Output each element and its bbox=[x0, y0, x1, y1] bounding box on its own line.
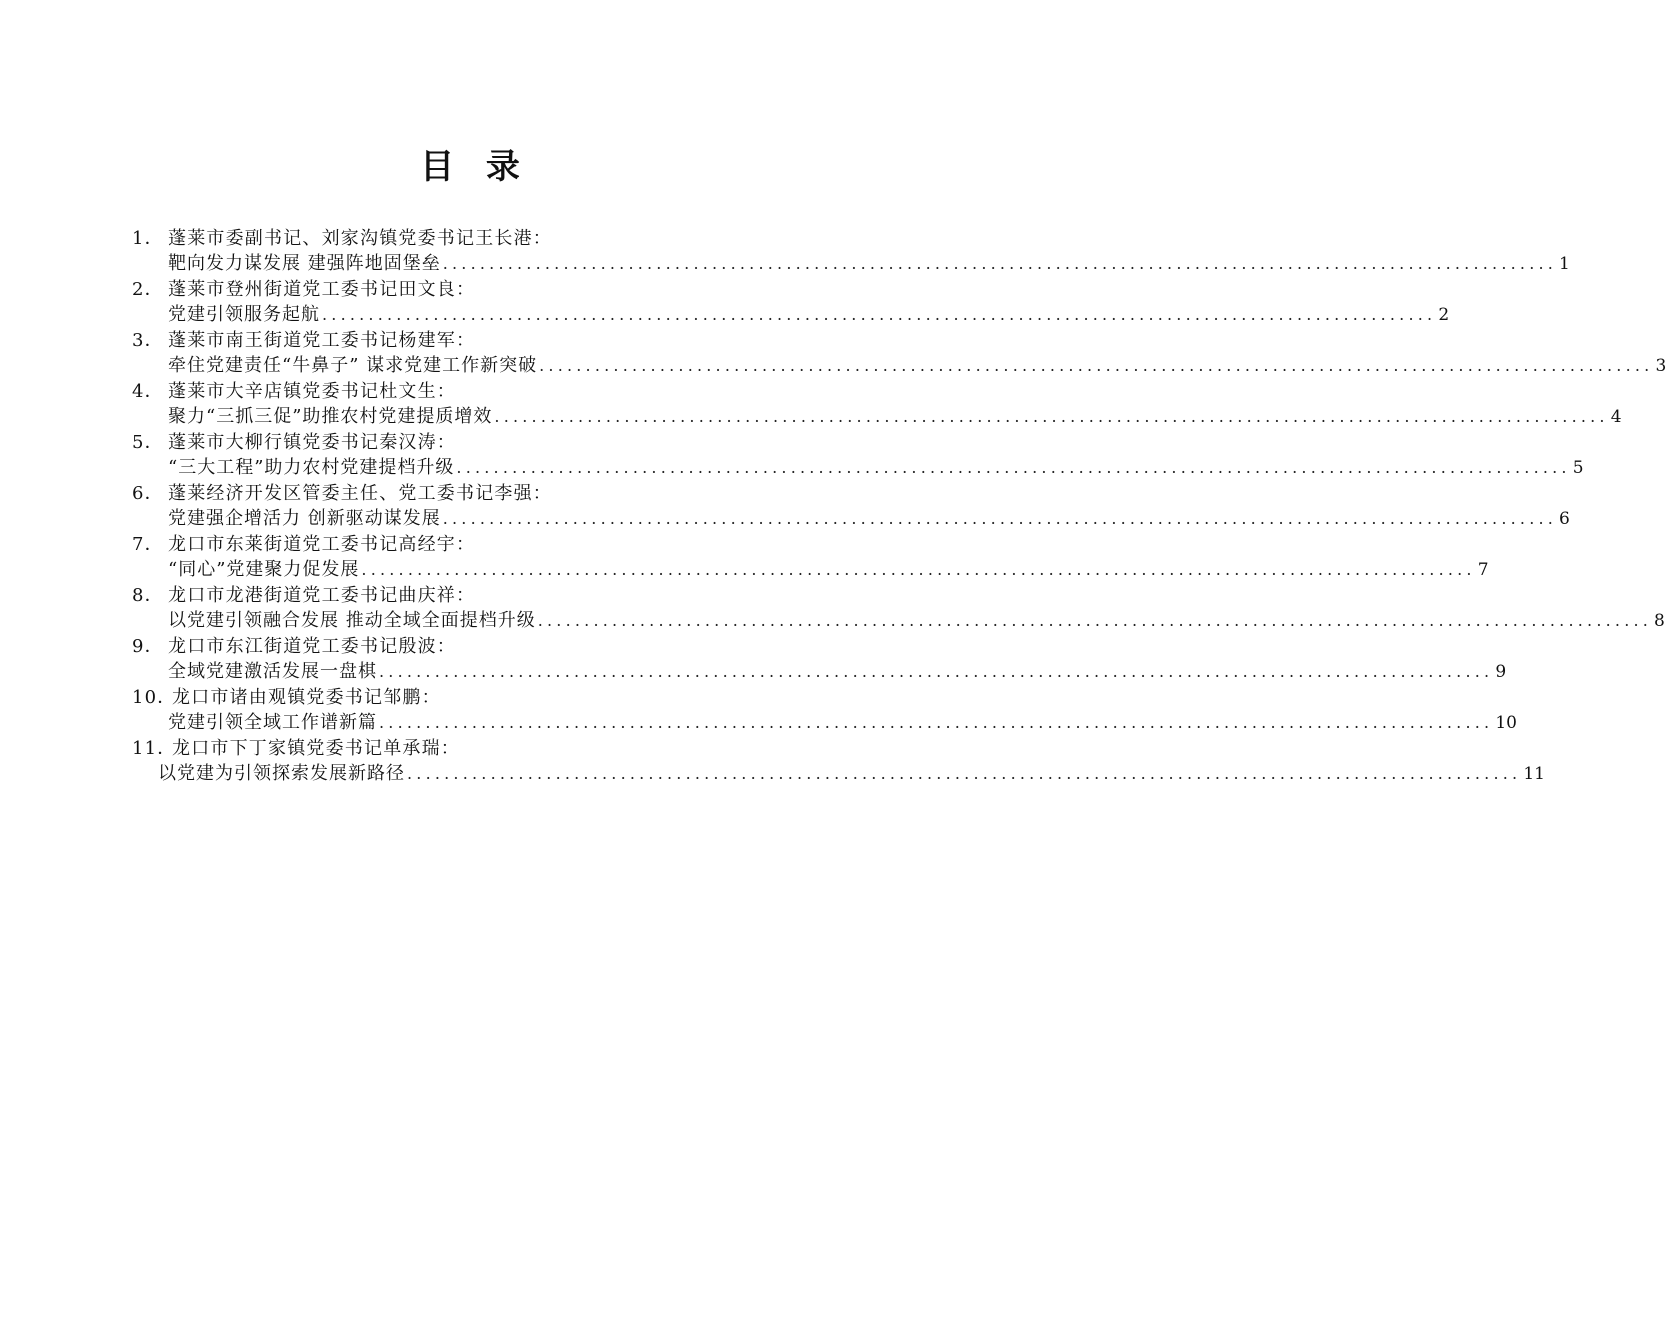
toc-entry-heading bbox=[132, 277, 902, 302]
toc-page-number: 11 bbox=[1523, 764, 1545, 784]
toc-page-number: 2 bbox=[1438, 305, 1450, 325]
toc-entry[interactable] bbox=[132, 481, 1570, 532]
toc-entry-subtitle-line bbox=[132, 302, 1450, 328]
toc-entry-number: 11． bbox=[132, 738, 177, 759]
toc-list bbox=[132, 226, 1666, 787]
toc-entry-number: 1． bbox=[132, 228, 164, 249]
toc-entry-subtitle: 以党建引领融合发展 推动全域全面提档升级 bbox=[168, 610, 536, 631]
toc-entry-number: 6． bbox=[132, 483, 164, 504]
toc-entry-number: 7． bbox=[132, 534, 164, 555]
toc-entry-subtitle-line bbox=[132, 404, 1622, 430]
toc-entry-subtitle-line bbox=[132, 557, 1489, 583]
toc-entry[interactable] bbox=[132, 685, 1517, 736]
toc-page-number: 5 bbox=[1572, 458, 1584, 478]
toc-entry-heading-text: 蓬莱市大辛店镇党委书记杜文生： bbox=[168, 381, 456, 402]
toc-page-number: 7 bbox=[1477, 560, 1489, 580]
toc-page-number: 9 bbox=[1495, 662, 1507, 682]
toc-entry[interactable] bbox=[132, 583, 1665, 634]
toc-entry-heading bbox=[132, 379, 902, 404]
toc-entry-heading-text: 蓬莱市大柳行镇党委书记秦汉涛： bbox=[168, 432, 456, 453]
toc-entry-heading bbox=[132, 634, 902, 659]
toc-page-number: 4 bbox=[1610, 407, 1622, 427]
toc-entry-subtitle: “同心”党建聚力促发展 bbox=[168, 559, 360, 580]
toc-entry-heading-text: 龙口市东江街道党工委书记殷波： bbox=[168, 636, 456, 657]
toc-entry-subtitle: 全域党建激活发展一盘棋 bbox=[168, 661, 377, 682]
toc-entry-heading bbox=[132, 430, 902, 455]
toc-entry-number: 5． bbox=[132, 432, 164, 453]
toc-entry-subtitle: 党建强企增活力 创新驱动谋发展 bbox=[168, 508, 441, 529]
toc-page-number: 10 bbox=[1495, 713, 1517, 733]
toc-page-number: 8 bbox=[1654, 611, 1665, 631]
toc-dot-leader: ........................................................................................................................ bbox=[379, 713, 1494, 732]
toc-entry-heading-text: 蓬莱经济开发区管委主任、党工委书记李强： bbox=[168, 483, 552, 504]
toc-dot-leader: ........................................................................................................................ bbox=[379, 662, 1494, 681]
toc-entry-subtitle-line bbox=[132, 710, 1517, 736]
toc-entry[interactable] bbox=[132, 634, 1507, 685]
toc-entry-number: 9． bbox=[132, 636, 164, 657]
toc-dot-leader: ........................................................................................................................ bbox=[539, 356, 1654, 375]
toc-entry-subtitle: 党建引领全域工作谱新篇 bbox=[168, 712, 377, 733]
toc-entry-subtitle: 靶向发力谋发展 建强阵地固堡垒 bbox=[168, 253, 441, 274]
toc-entry-number: 4． bbox=[132, 381, 164, 402]
toc-entry-subtitle-line bbox=[132, 761, 1545, 787]
toc-dot-leader: ........................................................................................................................ bbox=[361, 560, 1476, 579]
toc-entry-subtitle: “三大工程”助力农村党建提档升级 bbox=[168, 457, 455, 478]
toc-entry-subtitle: 牵住党建责任“牛鼻子” 谋求党建工作新突破 bbox=[168, 355, 538, 376]
toc-entry-subtitle-line bbox=[132, 608, 1665, 634]
toc-entry-heading-text: 龙口市东莱街道党工委书记高经宇： bbox=[168, 534, 476, 555]
toc-entry-heading-text: 蓬莱市委副书记、刘家沟镇党委书记王长港： bbox=[168, 228, 552, 249]
toc-dot-leader: ........................................................................................................................ bbox=[442, 509, 1558, 528]
toc-page-number: 6 bbox=[1559, 509, 1570, 529]
toc-page-number: 1 bbox=[1559, 254, 1570, 274]
toc-entry-number: 8． bbox=[132, 585, 164, 606]
toc-dot-leader: ........................................................................................................................ bbox=[537, 611, 1653, 630]
toc-entry-heading-text: 龙口市下丁家镇党委书记单承瑞： bbox=[172, 738, 460, 759]
toc-dot-leader: ........................................................................................................................ bbox=[494, 407, 1609, 426]
toc-entry-subtitle-line bbox=[132, 506, 1570, 532]
toc-entry-subtitle: 聚力“三抓三促”助推农村党建提质增效 bbox=[168, 406, 493, 427]
toc-entry-heading bbox=[132, 481, 902, 506]
toc-entry[interactable] bbox=[132, 328, 1666, 379]
toc-entry-subtitle-line bbox=[132, 659, 1507, 685]
toc-dot-leader: ........................................................................................................................ bbox=[456, 458, 1571, 477]
toc-entry[interactable] bbox=[132, 226, 1570, 277]
toc-page-number: 3 bbox=[1655, 356, 1666, 376]
toc-entry-heading bbox=[132, 532, 902, 557]
toc-entry[interactable] bbox=[132, 277, 1450, 328]
toc-entry-heading-text: 蓬莱市南王街道党工委书记杨建军： bbox=[168, 330, 476, 351]
toc-entry-heading bbox=[132, 583, 902, 608]
toc-entry[interactable] bbox=[132, 736, 1545, 787]
toc-entry-heading bbox=[132, 685, 902, 710]
toc-entry-subtitle: 以党建为引领探索发展新路径 bbox=[158, 763, 405, 784]
toc-entry-number: 3． bbox=[132, 330, 164, 351]
toc-entry-number: 2． bbox=[132, 279, 164, 300]
toc-entry-heading bbox=[132, 736, 902, 761]
toc-entry-subtitle-line bbox=[132, 251, 1570, 277]
toc-entry-number: 10． bbox=[132, 687, 177, 708]
toc-entry[interactable] bbox=[132, 430, 1584, 481]
toc-dot-leader: ........................................................................................................................ bbox=[322, 305, 1437, 324]
toc-entry-heading bbox=[132, 226, 902, 251]
toc-entry-heading bbox=[132, 328, 902, 353]
toc-entry[interactable] bbox=[132, 532, 1489, 583]
toc-dot-leader: ........................................................................................................................ bbox=[407, 764, 1522, 783]
page-title: 目 录 bbox=[420, 147, 530, 187]
toc-entry[interactable] bbox=[132, 379, 1622, 430]
toc-entry-heading-text: 龙口市龙港街道党工委书记曲庆祥： bbox=[168, 585, 476, 606]
toc-entry-subtitle: 党建引领服务起航 bbox=[168, 304, 320, 325]
toc-entry-heading-text: 龙口市诸由观镇党委书记邹鹏： bbox=[172, 687, 441, 708]
toc-entry-subtitle-line bbox=[132, 455, 1584, 481]
toc-dot-leader: ........................................................................................................................ bbox=[442, 254, 1558, 273]
toc-entry-subtitle-line bbox=[132, 353, 1666, 379]
toc-entry-heading-text: 蓬莱市登州街道党工委书记田文良： bbox=[168, 279, 476, 300]
